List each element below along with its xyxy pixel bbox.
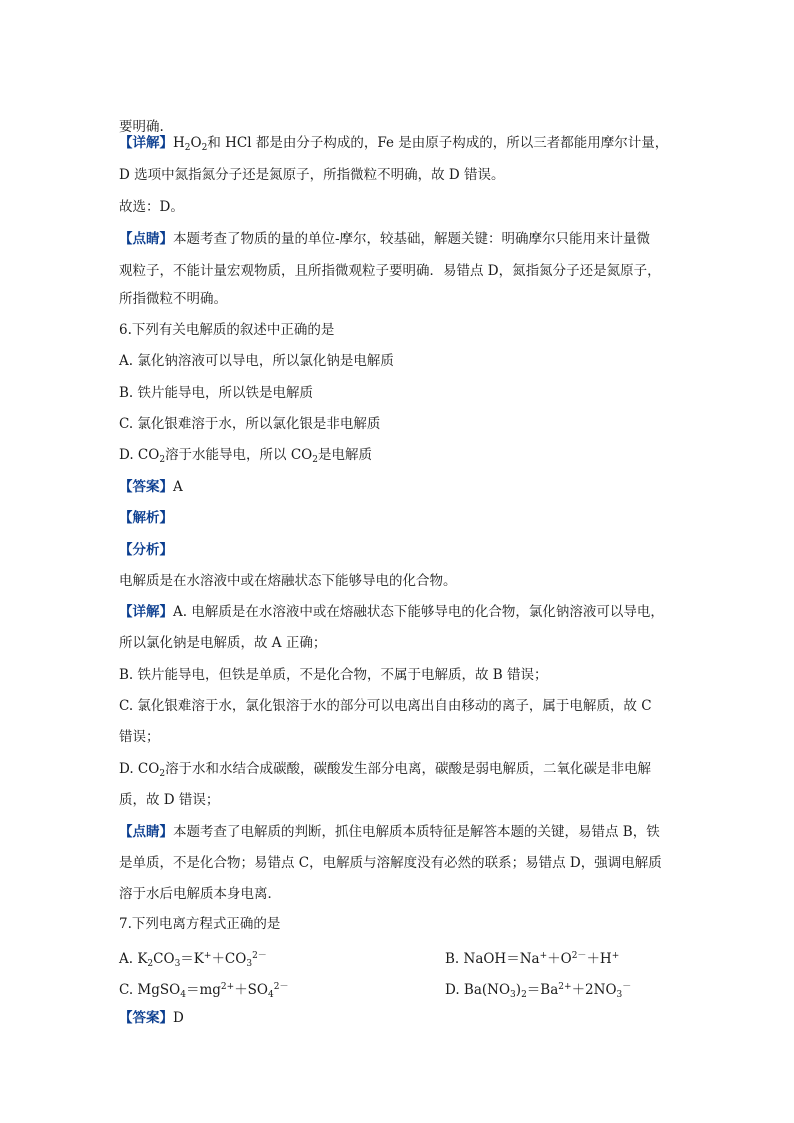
section-tag: 【点睛】 — [119, 231, 173, 247]
section-tag: 【答案】 — [119, 479, 173, 495]
text-line — [119, 665, 674, 685]
line-text: B. 铁片能导电，所以铁是电解质 — [119, 385, 314, 401]
text-line — [119, 165, 674, 185]
section-tag: 【详解】 — [119, 604, 173, 620]
text-line — [119, 477, 674, 497]
section-tag: 【详解】 — [119, 135, 173, 151]
text-line — [119, 540, 674, 560]
option-item: D. $Ba(NO_3)_2=Ba^{2+}+2NO_3^-$ — [445, 982, 632, 1000]
section-tag: 【点睛】 — [119, 824, 173, 840]
option-item: C. $MgSO_4=mg^{2+}+SO_4^{2-}$ — [119, 982, 289, 1000]
text-line — [119, 508, 674, 528]
line-text: D 选项中氮指氮分子还是氮原子，所指微粒不明确，故 D 错误。 — [119, 167, 505, 183]
text-line — [119, 602, 674, 622]
line-text: 质，故 D 错误； — [119, 792, 220, 808]
line-text: $H_2O_2$和 HCl 都是由分子构成的，Fe 是由原子构成的，所以三者都能用摩尔计量， — [173, 135, 669, 153]
line-text: D. $CO_2$溶于水能导电，所以 $CO_2$是电解质 — [119, 447, 372, 465]
line-text: A — [173, 479, 183, 495]
text-line — [119, 790, 674, 810]
option-item: A. $K_2CO_3=K^++CO_3^{2-}$ — [119, 951, 267, 969]
text-line — [119, 759, 674, 784]
line-text: 6.下列有关电解质的叙述中正确的是 — [119, 322, 335, 338]
text-line — [119, 261, 674, 281]
text-line — [119, 822, 674, 842]
text-line — [119, 197, 674, 217]
line-text: A. 电解质是在水溶液中或在熔融状态下能够导电的化合物，氯化钠溶液可以导电， — [173, 604, 664, 620]
line-text: 7.下列电离方程式正确的是 — [119, 916, 281, 932]
answer-line — [119, 1008, 674, 1028]
line-text: 是单质，不是化合物；易错点 C，电解质与溶解度没有必然的联系；易错点 D，强调电解质 — [119, 855, 662, 871]
text-line — [119, 884, 674, 904]
section-tag: 【答案】 — [119, 1010, 173, 1026]
line-text: B. 铁片能导电，但铁是单质，不是化合物，不属于电解质，故 B 错误； — [119, 667, 548, 683]
line-text: C. 氯化银难溶于水，所以氯化银是非电解质 — [119, 416, 381, 432]
text-line — [119, 571, 674, 591]
line-text: 所以氯化钠是电解质，故 A 正确； — [119, 635, 327, 651]
line-text: D. $CO_2$溶于水和水结合成碳酸，碳酸发生部分电离，碳酸是弱电解质，二氧化碳是非电解 — [119, 761, 652, 779]
line-text: C. 氯化银难溶于水，氯化银溶于水的部分可以电离出自由移动的离子，属于电解质，故 C — [119, 698, 652, 714]
line-text: A. 氯化钠溶液可以导电，所以氯化钠是电解质 — [119, 353, 394, 369]
text-line — [119, 229, 674, 249]
line-text: 所指微粒不明确。 — [119, 291, 227, 307]
text-line — [119, 383, 674, 403]
answer-value: D — [173, 1010, 184, 1026]
text-line — [119, 727, 674, 747]
text-line — [119, 133, 674, 158]
text-line — [119, 914, 674, 934]
line-text: 电解质是在水溶液中或在熔融状态下能够导电的化合物。 — [119, 573, 457, 589]
line-text: 本题考查了电解质的判断，抓住电解质本质特征是解答本题的关键，易错点 B，铁 — [173, 824, 660, 840]
text-line — [119, 445, 674, 470]
text-line — [119, 853, 674, 873]
line-text: 要明确. — [119, 119, 164, 135]
line-text: 错误； — [119, 729, 160, 745]
option-item: B. $NaOH=Na^++O^{2-}+H^+$ — [445, 951, 620, 967]
text-line — [119, 351, 674, 371]
section-tag: 【解析】 — [119, 510, 173, 526]
text-line — [119, 320, 674, 340]
text-line — [119, 414, 674, 434]
text-line — [119, 289, 674, 309]
text-line — [119, 633, 674, 653]
line-text: 故选：D。 — [119, 199, 184, 215]
line-text: 观粒子，不能计量宏观物质，且所指微观粒子要明确．易错点 D，氮指氮分子还是氮原子， — [119, 263, 661, 279]
line-text: 溶于水后电解质本身电离． — [119, 886, 281, 902]
text-line — [119, 696, 674, 716]
section-tag: 【分析】 — [119, 542, 173, 558]
line-text: 本题考查了物质的量的单位-摩尔，较基础，解题关键：明确摩尔只能用来计量微 — [173, 231, 651, 247]
